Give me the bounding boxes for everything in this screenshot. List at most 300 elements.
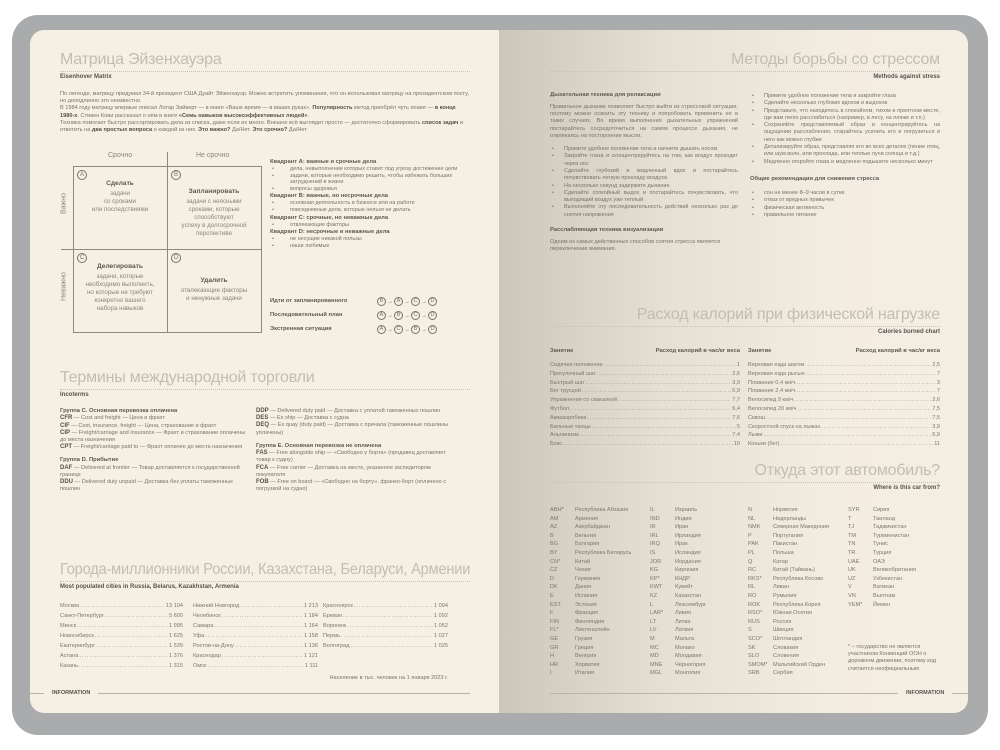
country-name: Ливан	[773, 584, 789, 591]
incoterm-code: FCA	[256, 464, 269, 471]
city-name: Омск	[193, 663, 207, 669]
circle-b: B	[377, 297, 386, 306]
country-name: Мальта	[675, 636, 695, 642]
country-name: Сирия	[873, 507, 890, 513]
country-name: Литва	[675, 618, 691, 625]
calories-row	[748, 379, 940, 388]
divider	[550, 326, 940, 327]
arrow-right-icon: →	[421, 312, 427, 319]
quadrant-legend	[270, 158, 465, 249]
country-code: SMOM*	[748, 661, 768, 668]
country-name: Таиланд	[873, 515, 896, 522]
footer-rule	[30, 693, 44, 694]
city-population: 1 184	[304, 613, 318, 619]
country-code: GR	[550, 644, 559, 651]
leader-dots	[618, 396, 731, 405]
country-code: SK	[748, 644, 756, 651]
circle-c: C	[394, 325, 403, 334]
calories-value: 1	[736, 362, 740, 368]
list-item: • Сделайте несколько глубоких вдохов и выдохов	[750, 100, 940, 107]
country-name: Монако	[675, 644, 695, 651]
country-name: Германия	[575, 575, 601, 582]
quadrant-description: задачи, которые необходимо выполнить, но которые не требуют конкретно вашего набора навыков	[85, 273, 155, 312]
city-population: 13 104	[165, 603, 183, 609]
country-code: JOR	[650, 558, 662, 565]
activity-name: Сквош	[748, 414, 765, 421]
divider	[60, 389, 470, 390]
activity-name: Быстрый шаг	[550, 379, 585, 386]
calories-subtitle: Calories burned chart	[877, 329, 940, 335]
eisenhower-intro	[60, 91, 470, 134]
country-name: Польша	[773, 550, 794, 556]
calories-row	[550, 396, 740, 405]
country-code: F	[550, 610, 554, 617]
country-code: ROK	[748, 601, 761, 608]
calories-value: 5	[736, 423, 740, 430]
incoterm-description: — Freight/carriage paid to — Фрахт оплачен до места назначения	[73, 444, 243, 451]
circle-a: A	[377, 311, 386, 320]
country-code: FL*	[550, 627, 559, 634]
incoterms-subtitle: Incoterms	[60, 392, 89, 398]
legend-item: • вопросы здоровья	[270, 186, 465, 193]
arrow-right-icon: →	[404, 326, 410, 333]
city-population: 1 625	[169, 633, 183, 639]
calories-table-left	[550, 361, 740, 449]
city-name: Казань	[60, 663, 78, 669]
country-name: ОАЭ	[873, 558, 885, 565]
visual-heading: Расслабляющая техника визуализации	[550, 226, 664, 233]
calories-value: 2,5	[932, 362, 940, 368]
calories-value: 3,9	[932, 423, 940, 430]
legend-item: • наши любимые	[270, 243, 465, 250]
country-code: UZ	[848, 575, 856, 582]
footer-rule	[98, 693, 470, 694]
eisenhower-title: Матрица Эйзенхауэра	[60, 51, 222, 68]
country-code: RC	[748, 567, 757, 574]
city-population: 1 158	[304, 633, 318, 639]
legend-heading: Квадрант B: важные, но несрочные дела	[270, 193, 389, 200]
city-row	[60, 661, 183, 671]
country-code: B	[550, 532, 554, 539]
city-name: Астана	[60, 653, 79, 659]
city-population: 1 027	[434, 633, 448, 639]
city-population: 1 995	[169, 623, 183, 629]
city-name: Красноярск	[323, 603, 353, 609]
arrow-right-icon: →	[421, 326, 427, 333]
leader-dots	[96, 641, 168, 651]
intro-text: «Семь навыков высокоэффективных людей»	[178, 112, 308, 119]
calories-row	[550, 379, 740, 388]
country-code: VN	[848, 593, 856, 599]
country-name: Лихтенштейн	[575, 627, 610, 634]
incoterm-code: DEQ	[256, 422, 270, 429]
country-code: AZ	[550, 524, 558, 531]
breathing-text: Правильное дыхание позволяет быстро выйти из стрессовой ситуации, поэтому можно освоить эту технику и попробовать применить ее в таких случаях. Во время выполнения дыхательных упражнений постарайтесь сосредоточиться на самом процессе дыхания, не отвлекаясь на посторонние мысли.	[550, 104, 738, 139]
list-item: • Сделайте глубокий и медленный вдох и постарайтесь почувствовать легкую прохладу воздуха	[550, 168, 738, 183]
list-item: • Сделайте спокойный выдох и постарайтесь почувствовать, что выходящий воздух уже теплый	[550, 190, 738, 205]
country-name: Шотландия	[773, 636, 803, 642]
country-name: Румыния	[773, 593, 797, 599]
cities-column	[323, 601, 448, 651]
country-name: Сербия	[773, 670, 793, 677]
country-name: Словения	[773, 653, 799, 660]
list-item: • Детализируйте образ, представляя его во всех деталях (пение птиц, или шум волн, или прохлада, или теплые лучи солнца и т.д.)	[750, 144, 940, 159]
calories-table-right	[748, 361, 940, 449]
intro-text: список задач	[422, 119, 459, 126]
legend-item: • не несущие никакой пользы	[270, 236, 465, 243]
list-item: • правильное питание	[750, 212, 940, 219]
activity-name: Прогулочный шаг	[550, 370, 596, 377]
city-name: Пермь	[323, 633, 341, 639]
circle-d: D	[428, 311, 437, 320]
incoterm-description: — Delivered at frontier — Товар доставляется к государственной границе	[60, 464, 240, 479]
footer-label-right: INFORMATION	[906, 690, 945, 696]
legend-heading: Квадрант C: срочные, но неважные дела	[270, 214, 389, 221]
incoterms-group	[60, 457, 250, 493]
leader-dots	[205, 631, 303, 641]
country-code: E	[550, 593, 554, 599]
circle-a: A	[394, 297, 403, 306]
country-code: FIN	[550, 618, 560, 625]
leader-dots	[604, 361, 736, 370]
intro-paragraph	[60, 105, 470, 119]
city-population: 5 600	[169, 613, 183, 619]
incoterm-code: CPT	[60, 444, 72, 451]
breathing-steps	[550, 146, 738, 219]
country-name: Великобритания	[873, 567, 916, 574]
calories-value: 6,9	[732, 388, 740, 395]
country-name: Турция	[873, 550, 892, 556]
country-code: MC	[650, 644, 659, 651]
calories-row	[550, 431, 740, 440]
leader-dots	[582, 387, 731, 396]
cars-subtitle: Where is this car from?	[873, 485, 940, 491]
incoterm-description: — Delivered duty paid — Доставка с уплатой таможенных пошлин	[270, 408, 441, 414]
country-code: IND	[650, 515, 660, 522]
city-row	[193, 641, 318, 651]
quadrant-letter-b: B	[171, 170, 181, 180]
activity-name: Бокс	[550, 441, 563, 448]
quadrant-letter-a: A	[77, 170, 87, 180]
country-name: Молдавия	[675, 653, 702, 660]
city-population: 1 094	[434, 603, 448, 609]
stress-subtitle: Methods against stress	[873, 74, 940, 80]
country-code: SYR	[848, 507, 860, 513]
country-code: P	[748, 532, 752, 539]
calories-value: 7,6	[732, 414, 740, 421]
country-name: Люксембург	[675, 601, 707, 608]
country-name: Ирак	[675, 541, 688, 548]
activity-name: Альпинизм	[550, 432, 579, 439]
country-code: RKS*	[748, 575, 762, 582]
activity-name: Коньки (бег)	[748, 441, 780, 448]
incoterm	[60, 430, 250, 444]
quadrant-title: Удалить	[200, 277, 228, 284]
country-name: Греция	[575, 644, 594, 651]
country-code: H	[550, 653, 555, 660]
quadrant-title: Запланировать	[188, 188, 240, 195]
leader-dots	[592, 423, 736, 432]
legend-item: • задачи, которые необходимо решить, чтобы избежать больших затруднений в жизни	[270, 173, 465, 186]
calories-value: 2,6	[732, 370, 740, 377]
incoterm	[60, 479, 250, 493]
arrow-right-icon: →	[421, 298, 427, 305]
quadrant-b	[167, 188, 261, 238]
circle-a: A	[377, 325, 386, 334]
country-code: DK	[550, 584, 558, 591]
calories-row	[550, 387, 740, 396]
intro-paragraph	[60, 91, 470, 105]
cities-note: Население в тыс. человек на 1 января 2023 г.	[329, 675, 448, 681]
city-row	[193, 651, 318, 661]
leader-dots	[797, 405, 931, 414]
sequence-label: Последовательный план	[270, 312, 343, 318]
leader-dots	[796, 387, 935, 396]
leader-dots	[235, 641, 303, 651]
calories-value: 7,7	[732, 397, 740, 404]
list-item: • Примите удобное положение тела и закройте глаза	[750, 93, 940, 100]
city-population: 1 025	[434, 643, 448, 649]
country-code: MGL	[650, 670, 663, 677]
leader-dots	[341, 631, 433, 641]
activity-name: Верховая езда рысью	[748, 370, 805, 377]
activity-name: Футбол	[550, 405, 570, 412]
incoterm	[256, 465, 456, 479]
country-code: GE	[550, 636, 559, 642]
leader-dots	[222, 651, 303, 661]
calories-row	[748, 405, 940, 414]
country-name: Россия	[773, 618, 792, 625]
calories-row	[748, 370, 940, 379]
quadrant-d	[167, 277, 261, 303]
incoterm-description: — Ex quay (duty paid) — Доставка с причала (таможенные пошлины уплачены)	[256, 422, 448, 436]
country-code: PAK	[748, 541, 759, 548]
country-name: Словакия	[773, 644, 799, 651]
city-population: 1 136	[304, 643, 318, 649]
incoterm-description: — Cost and freight — Цена и фрахт	[73, 415, 166, 422]
incoterm-description: — Free alongside ship — «Свободно у борта» (продавец доставляет товар к судну)	[256, 450, 446, 464]
country-name: Таджикистан	[873, 524, 907, 531]
country-name: Италия	[575, 670, 595, 677]
incoterm-description: — Freight/carriage and insurance — Фрахт и страхование оплачены до места назначения	[60, 429, 246, 444]
incoterm-code: CIF	[60, 422, 70, 429]
country-code: SRB	[748, 670, 760, 677]
sequence-label: Идти от запланированного	[270, 298, 348, 304]
list-item: • отказ от вредных привычек	[750, 197, 940, 204]
incoterms-left-column	[60, 408, 250, 500]
cities-column	[193, 601, 318, 671]
col-urgent-label: Срочно	[108, 152, 133, 159]
quadrant-title: Сделать	[106, 180, 134, 187]
eisenhower-subtitle: Eisenhover Matrix	[60, 74, 112, 80]
country-code: N	[748, 507, 753, 513]
leader-dots	[563, 440, 733, 449]
row-important-label: Важно	[60, 193, 68, 215]
city-row	[60, 621, 183, 631]
city-row	[60, 641, 183, 651]
list-item: • Закройте глаза и сконцентрируйтесь на том, как воздух проходит через нос	[550, 153, 738, 168]
country-code: Q	[748, 558, 753, 565]
country-code: I	[550, 670, 552, 677]
country-code: KP*	[650, 575, 660, 582]
country-name: Испания	[575, 593, 598, 599]
activity-name: Сидячее положение	[550, 362, 603, 368]
incoterm	[256, 415, 456, 422]
legend-list	[270, 236, 465, 249]
leader-dots	[805, 361, 931, 370]
leader-dots	[766, 414, 931, 423]
list-item: • физическая активность	[750, 205, 940, 212]
country-name: Катар	[773, 558, 788, 565]
city-row	[193, 601, 318, 611]
calories-row	[748, 440, 940, 449]
cities-subtitle: Most populated cities in Russia, Belarus, Kazakhstan, Armenia	[60, 584, 239, 590]
list-item: • Выполняйте эту последовательность действий несколько раз до снятия напряжения	[550, 204, 738, 219]
intro-paragraph	[60, 120, 470, 134]
sequence-label: Экстренная ситуация	[270, 326, 332, 332]
leader-dots	[351, 641, 433, 651]
calories-value: 2,6	[932, 397, 940, 404]
country-code: LT	[650, 618, 657, 625]
intro-text: и ответить на	[60, 119, 464, 134]
list-item: • Медленно откройте глаза и медленно подышите несколько минут	[750, 159, 940, 166]
country-name: Киргизия	[675, 567, 699, 574]
calories-row	[550, 423, 740, 432]
city-name: Воронеж	[323, 623, 346, 629]
country-name: Бельгия	[575, 532, 596, 539]
leader-dots	[354, 601, 433, 611]
incoterm-code: DDU	[60, 479, 73, 486]
footer-rule	[550, 693, 898, 694]
country-code: M	[650, 636, 655, 642]
intro-text: Это важно?	[198, 127, 231, 134]
city-population: 1 121	[304, 653, 318, 659]
country-code: UK	[848, 567, 856, 574]
city-name: Ереван	[323, 613, 343, 619]
incoterms-group	[256, 443, 456, 494]
activity-name: Велосипед 9 км/ч	[748, 397, 794, 404]
country-name: Норвегия	[773, 507, 798, 513]
city-row	[193, 661, 318, 671]
group-heading: Группа E. Основная перевозка не оплачена	[256, 442, 382, 449]
country-name: Республика Беларусь	[575, 550, 632, 556]
calories-value: 7,5	[932, 405, 940, 412]
country-name: Азербайджан	[575, 524, 610, 531]
circle-b: B	[411, 325, 420, 334]
list-item: • сон не менее 8–9 часов в сутки	[750, 190, 940, 197]
column-activity: Занятие	[748, 348, 772, 354]
calories-value: 7	[936, 388, 940, 395]
country-name: КНДР	[675, 575, 690, 582]
legend-list	[270, 200, 465, 213]
leader-dots	[77, 621, 168, 631]
incoterm	[60, 423, 250, 430]
city-row	[60, 601, 183, 611]
activity-name: Велосипед 20 км/ч	[748, 405, 797, 412]
incoterm-code: DES	[256, 415, 269, 422]
general-heading: Общие рекомендации для снижения стресса	[750, 175, 880, 182]
legend-item: • отвлекающие факторы	[270, 222, 465, 229]
country-name: Португалия	[773, 532, 803, 539]
city-row	[193, 611, 318, 621]
city-name: Самара	[193, 623, 214, 629]
country-name: Йемен	[873, 601, 891, 608]
cities-column	[60, 601, 183, 671]
calories-title: Расход калорий при физической нагрузке	[636, 306, 940, 323]
quadrant-description: задачи со сроками или последствиями	[91, 190, 149, 213]
country-code: AM	[550, 515, 559, 522]
calories-row	[550, 414, 740, 423]
country-code: NL	[748, 515, 756, 522]
leader-dots	[95, 631, 168, 641]
country-name: Туркменистан	[873, 532, 910, 539]
city-name: Волгоград	[323, 643, 350, 649]
list-item: • Представьте, что находитесь в спокойном, тихом и приятном месте, где вам легко расслабиться (например, в лесу, на пляже и т.п.)	[750, 108, 940, 123]
row-not-important-label: Неважно	[60, 272, 68, 301]
country-code: KG	[650, 567, 659, 574]
country-code: CZ	[550, 567, 558, 574]
activity-name: Скоростной спуск на лыжах	[748, 423, 821, 430]
calories-value: 10	[733, 441, 740, 448]
country-name: Эстония	[575, 601, 597, 608]
incoterms-group	[256, 408, 456, 437]
leader-dots	[214, 621, 303, 631]
city-name: Санкт-Петербург	[60, 613, 104, 619]
country-code: SLO	[748, 653, 760, 660]
country-code: IL	[650, 507, 655, 513]
divider	[550, 482, 940, 483]
city-population: 1 213	[304, 603, 318, 609]
country-code: IS	[650, 550, 656, 556]
country-code: EST	[550, 601, 561, 608]
visual-text: Одним из самых действенных способов снятия стресса является переключение внимания.	[550, 238, 721, 253]
incoterm-code: FOB	[256, 479, 269, 486]
intro-text: в конце 1980-х	[60, 105, 456, 119]
country-code: RUS	[748, 618, 760, 625]
calories-row	[748, 396, 940, 405]
calories-value: 3	[936, 379, 940, 386]
city-name: Екатеринбург	[60, 643, 96, 649]
calories-value: 3,9	[732, 379, 740, 386]
calories-value: 7	[936, 370, 940, 377]
incoterm-code: CFR	[60, 415, 73, 422]
city-population: 1 376	[169, 653, 183, 659]
intro-text: По легенде, матрицу придумал 34-й президент США Дуайт Эйзенхауэр. Можно встретить упоминания, что он использовал матрицу на президентском посту, но доподлинно это неизвестно.	[60, 91, 469, 105]
intro-text: Техника помогает быстро рассортировать дела из списка, даже если их много. Внешне всё выглядит просто — достаточно сформировать	[60, 119, 423, 126]
calories-row	[748, 387, 940, 396]
country-code: YEM*	[848, 601, 863, 608]
calories-row	[748, 431, 940, 440]
intro-text: . Стивен Кови рассказал о нём в книге	[77, 112, 179, 119]
city-row	[60, 631, 183, 641]
leader-dots	[343, 611, 433, 621]
quadrant-c	[73, 263, 167, 313]
legend-list	[270, 166, 465, 192]
country-name: Исландия	[675, 550, 701, 556]
leader-dots	[105, 611, 168, 621]
country-code: HR	[550, 661, 559, 668]
country-code: BG	[550, 541, 559, 548]
incoterm	[60, 465, 250, 479]
cities-title: Города-миллионники России, Казахстана, Беларуси, Армении	[60, 561, 471, 578]
leader-dots	[586, 379, 732, 388]
country-code: V	[848, 584, 852, 591]
calories-value: 6,9	[932, 432, 940, 439]
country-name: Нидерланды	[773, 515, 807, 522]
city-population: 1 052	[434, 623, 448, 629]
column-activity: Занятие	[550, 348, 574, 354]
country-name: Грузия	[575, 636, 593, 642]
